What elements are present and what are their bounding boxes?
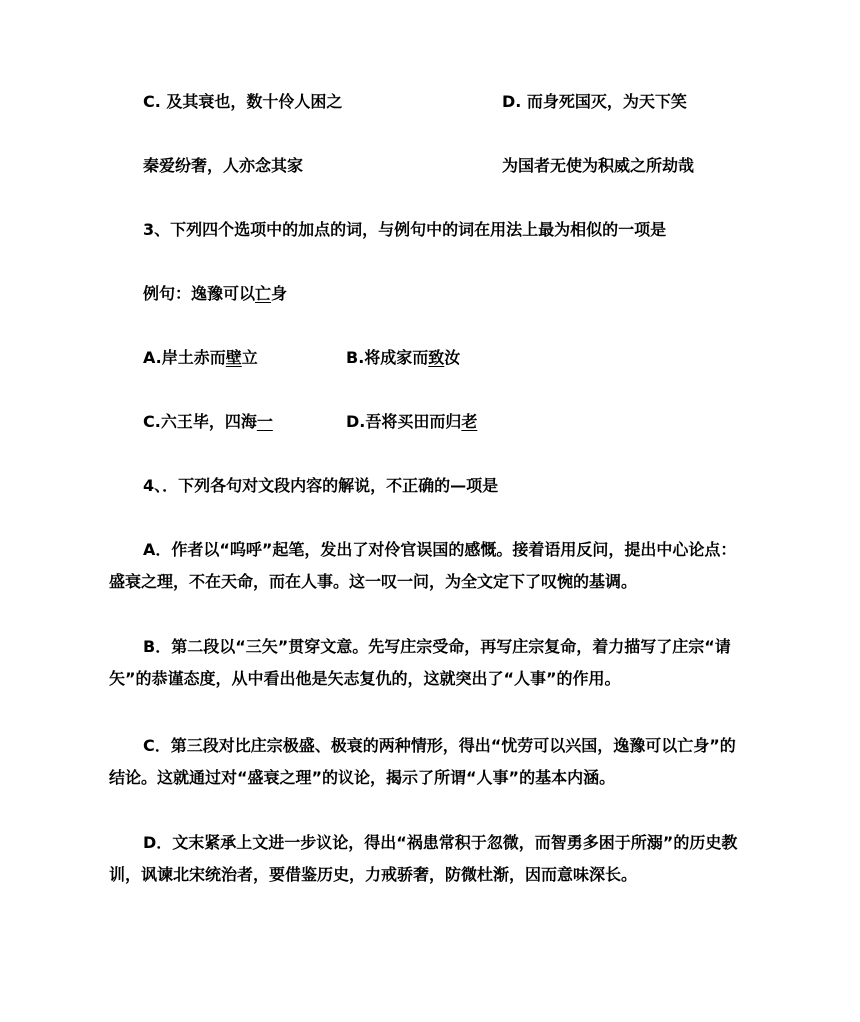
question-3-option-a	[143, 347, 258, 369]
example-text: 例句：逸豫可以	[143, 284, 256, 303]
question-4-option-a: A．作者以“呜呼”起笔，发出了对伶官误国的感慨。接着语用反问，提出中心论点：盛衰之理，不在天命，而在人事。这一叹一问，为全文定下了叹惋的基调。	[109, 540, 737, 591]
option-b-text: B.将成家而	[346, 348, 429, 367]
option-b-text-end: 汝	[444, 348, 461, 367]
question-3-option-d	[346, 411, 477, 433]
option-d-line-1: D. 而身死国灭，为天下笑	[502, 92, 687, 111]
option-d-text: D.吾将买田而归	[346, 412, 462, 431]
option-c-marked-word: 一	[256, 412, 273, 431]
option-c-line-2: 秦爱纷奢，人亦念其家	[143, 156, 304, 175]
example-marked-word: 亡	[255, 284, 272, 303]
question-4-option-d: D．文末紧承上文进一步议论，得出“祸患常积于忽微，而智勇多困于所溺”的历史教训，讽谏北宋统治者，要借鉴历史，力戒骄奢，防微杜渐，因而意味深长。	[109, 833, 738, 884]
option-c-text: C.六王毕，四海	[143, 412, 257, 431]
option-c-line-1: C. 及其衰也，数十伶人困之	[143, 92, 343, 111]
option-b-marked-word: 致	[428, 348, 445, 367]
question-3-option-c	[143, 411, 273, 433]
option-d-marked-word: 老	[461, 412, 478, 431]
option-d-line-2: 为国者无使为积威之所劫哉	[502, 156, 695, 175]
question-3-stem: 3、下列四个选项中的加点的词，与例句中的词在用法上最为相似的一项是	[143, 220, 667, 239]
question-4-stem: 4、．下列各句对文段内容的解说，不正确的—项是	[143, 476, 499, 495]
option-a-text: A.岸土赤而	[143, 348, 226, 367]
question-4-option-c: C．第三段对比庄宗极盛、极衰的两种情形，得出“忧劳可以兴国，逸豫可以亡身”的结论。这就通过对“盛衰之理”的议论，揭示了所谓“人事”的基本内涵。	[109, 736, 736, 787]
example-text-end: 身	[271, 284, 288, 303]
question-3-example	[143, 283, 287, 305]
question-3-option-b	[346, 347, 460, 369]
question-4-option-b: B．第二段以“三矢”贯穿文意。先写庄宗受命，再写庄宗复命，着力描写了庄宗“请矢”的恭谨态度，从中看出他是矢志复仇的，这就突出了“人事”的作用。	[109, 637, 731, 688]
option-a-text-end: 立	[241, 348, 258, 367]
option-a-marked-word: 壁	[225, 348, 242, 367]
